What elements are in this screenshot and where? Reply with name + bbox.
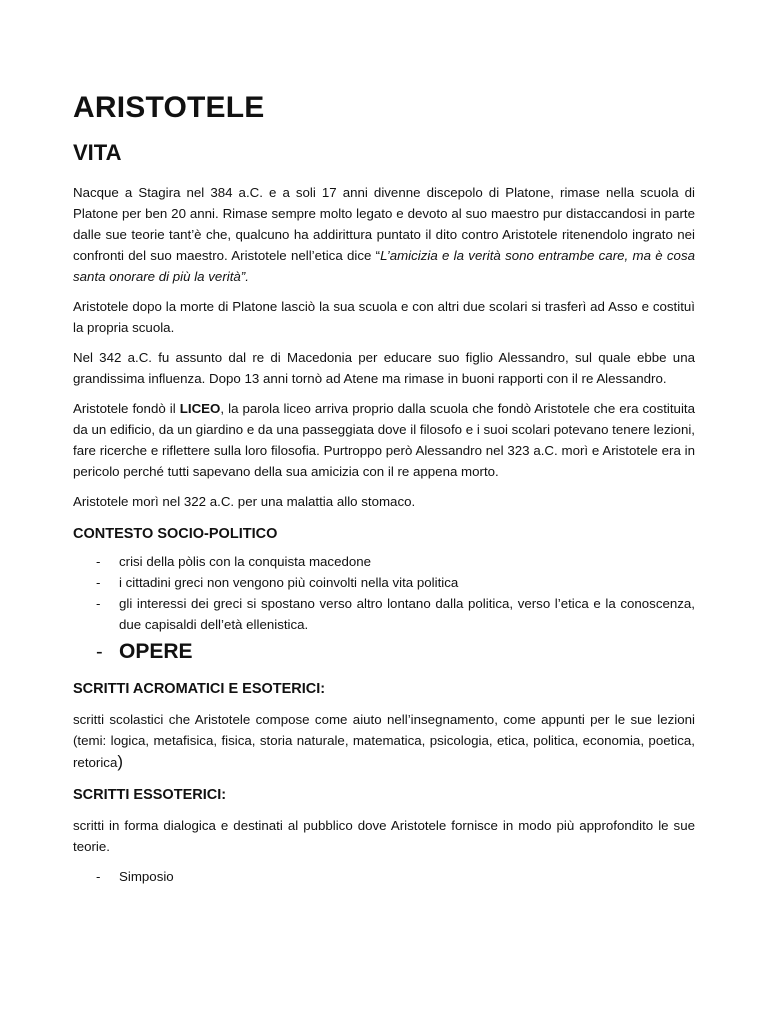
vita-quote-end: ”. [240,269,249,284]
list-item-text: Simposio [119,869,174,884]
list-item-text: crisi della pòlis con la conquista macedone [119,554,372,569]
dash-bullet: - [96,554,101,569]
list-item [73,572,695,593]
vita-paragraph-4-start: Aristotele fondò il [73,401,180,416]
list-item [73,866,695,887]
list-item [73,593,695,635]
vita-paragraph-4 [73,398,695,482]
acromatici-paragraph [73,709,695,773]
vita-paragraph-3: Nel 342 a.C. fu assunto dal re di Macedonia per educare suo figlio Alessandro, sul quale ebbe una grandissima influenza. Dopo 13 anni tornò ad Atene ma rimase in buoni rapporti con il re Alessandro. [73,350,695,386]
section-heading-vita: VITA [73,140,122,165]
close-paren: ) [117,752,124,771]
vita-paragraph-4-rest: , la parola liceo arriva proprio dalla scuola che fondò Aristotele che era costituita da un edificio, da un giardino e da una passeggiata dove il filosofo e i suoi scolari potevano tenere lezioni, fare ricerche e riflettere sulla loro filosofia. Purtroppo però Alessandro nel 323 a.C. morì e Aristotele era in pericolo perché tutti sapevano della sua amicizia con il re appena morto. [73,401,695,479]
opere-heading-row [73,637,695,667]
vita-quote: L’amicizia e la verità sono entrambe care, ma è cosa santa onorare di più la verità [73,248,695,284]
document-page [73,88,695,887]
list-item-text: gli interessi dei greci si spostano verso altro lontano dalla politica, verso l’etica e la conoscenza, due capisaldi dell’età ellenistica. [119,596,695,632]
list-item-text: i cittadini greci non vengono più coinvolti nella vita politica [119,575,459,590]
section-heading-acromatici: SCRITTI ACROMATICI E ESOTERICI: [73,681,326,697]
dash-bullet: - [96,596,101,611]
section-heading-opere: OPERE [119,640,193,663]
section-heading-essoterici: SCRITTI ESSOTERICI: [73,787,227,803]
essoterici-list [73,866,695,887]
list-item [73,551,695,572]
vita-paragraph-1-text: Nacque a Stagira nel 384 a.C. e a soli 17 anni divenne discepolo di Platone, rimase nella scuola di Platone per ben 20 anni. Rimase sempre molto legato e devoto al suo maestro pur distaccandosi in parte dalle sue teorie tant’è che, qualcuno ha addirittura puntato il dito contro Aristotele ritenendolo ingrato nei confronti del suo maestro. Aristotele nell’etica dice “ [73,185,695,263]
dash-bullet: - [96,869,101,884]
vita-paragraph-2: Aristotele dopo la morte di Platone lasciò la sua scuola e con altri due scolari si trasferì ad Asso e costituì la propria scuola. [73,299,695,335]
vita-paragraph-1 [73,182,695,287]
acromatici-text: scritti scolastici che Aristotele compose come aiuto nell’insegnamento, come appunti per le sue lezioni (temi: logica, metafisica, fisica, storia naturale, matematica, psicologia, etica, politica, economia, poetica, retorica [73,712,695,770]
essoterici-paragraph: scritti in forma dialogica e destinati al pubblico dove Aristotele fornisce in modo più approfondito le sue teorie. [73,818,695,854]
document-title: ARISTOTELE [73,91,265,124]
contesto-list [73,551,695,635]
vita-paragraph-5: Aristotele morì nel 322 a.C. per una malattia allo stomaco. [73,494,416,509]
dash-bullet: - [96,641,103,663]
liceo-bold: LICEO [179,401,221,416]
dash-bullet: - [96,575,101,590]
section-heading-contesto: CONTESTO SOCIO-POLITICO [73,526,278,542]
